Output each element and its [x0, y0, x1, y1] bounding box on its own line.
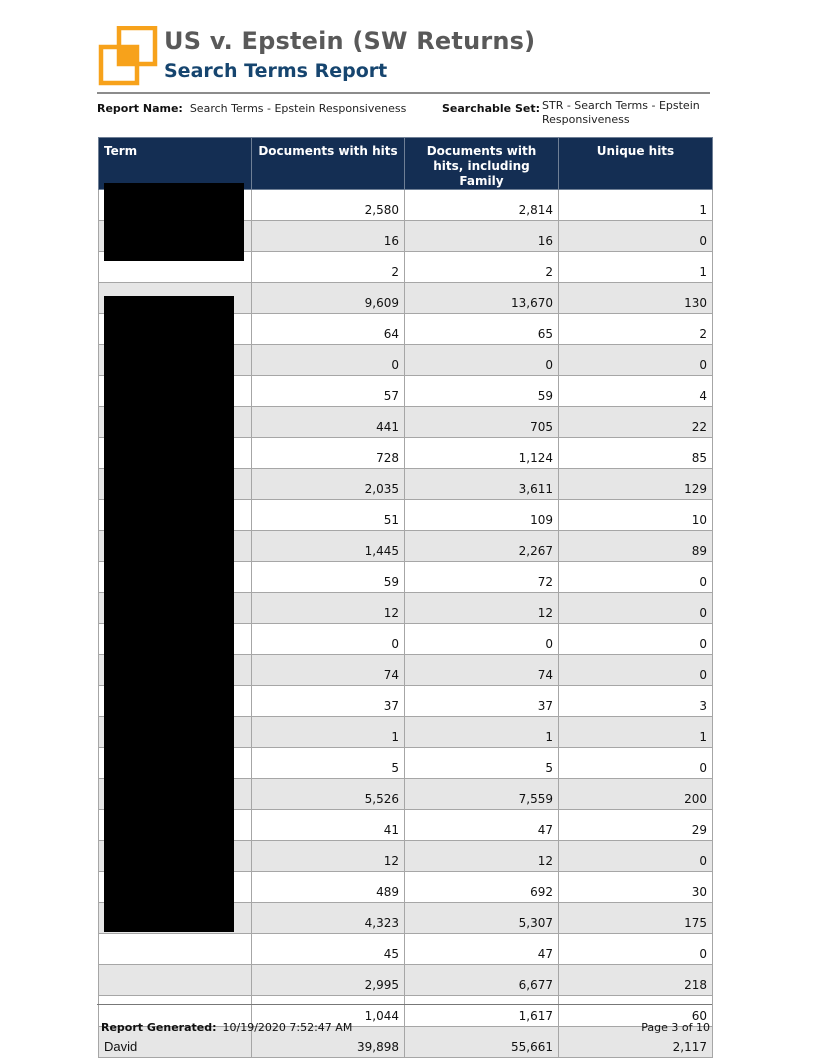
- page-number: Page 3 of 10: [641, 1021, 710, 1034]
- redaction-block: [104, 296, 234, 932]
- documents-with-hits-cell: 1,445: [252, 531, 405, 562]
- documents-including-family-cell: 1,617: [405, 996, 559, 1027]
- unique-hits-cell: 89: [559, 531, 713, 562]
- unique-hits-cell: 60: [559, 996, 713, 1027]
- unique-hits-cell: 85: [559, 438, 713, 469]
- documents-with-hits-cell: 59: [252, 562, 405, 593]
- term-cell: [99, 934, 252, 965]
- documents-including-family-cell: 0: [405, 624, 559, 655]
- header-divider: [97, 92, 710, 94]
- unique-hits-cell: 218: [559, 965, 713, 996]
- unique-hits-cell: 0: [559, 748, 713, 779]
- documents-including-family-cell: 74: [405, 655, 559, 686]
- documents-including-family-cell: 2: [405, 252, 559, 283]
- documents-including-family-cell: 12: [405, 841, 559, 872]
- searchable-set-value: STR - Search Terms - Epstein Responsiveness: [542, 99, 700, 126]
- table-row: [99, 965, 713, 996]
- documents-with-hits-cell: 2: [252, 252, 405, 283]
- unique-hits-cell: 1: [559, 252, 713, 283]
- unique-hits-cell: 129: [559, 469, 713, 500]
- documents-with-hits-cell: 37: [252, 686, 405, 717]
- unique-hits-cell: 0: [559, 624, 713, 655]
- documents-with-hits-cell: 39,898: [252, 1027, 405, 1058]
- unique-hits-cell: 0: [559, 655, 713, 686]
- documents-with-hits-cell: 45: [252, 934, 405, 965]
- documents-with-hits-cell: 1: [252, 717, 405, 748]
- unique-hits-cell: 0: [559, 562, 713, 593]
- column-header-unique-hits: Unique hits: [559, 138, 713, 190]
- documents-including-family-cell: 1,124: [405, 438, 559, 469]
- documents-including-family-cell: 12: [405, 593, 559, 624]
- documents-with-hits-cell: 74: [252, 655, 405, 686]
- report-title: US v. Epstein (SW Returns): [164, 27, 536, 55]
- documents-with-hits-cell: 2,995: [252, 965, 405, 996]
- documents-with-hits-cell: 489: [252, 872, 405, 903]
- unique-hits-cell: 200: [559, 779, 713, 810]
- unique-hits-cell: 130: [559, 283, 713, 314]
- documents-with-hits-cell: 9,609: [252, 283, 405, 314]
- documents-including-family-cell: 1: [405, 717, 559, 748]
- redaction-block: [104, 183, 244, 261]
- report-name: [97, 102, 406, 116]
- documents-including-family-cell: 5: [405, 748, 559, 779]
- report-generated-value: 10/19/2020 7:52:47 AM: [222, 1021, 353, 1034]
- unique-hits-cell: 0: [559, 841, 713, 872]
- documents-including-family-cell: 3,611: [405, 469, 559, 500]
- unique-hits-cell: 2: [559, 314, 713, 345]
- unique-hits-cell: 175: [559, 903, 713, 934]
- table-row: [99, 934, 713, 965]
- report-name-value: Search Terms - Epstein Responsiveness: [189, 102, 407, 115]
- unique-hits-cell: 0: [559, 593, 713, 624]
- orange-squares-logo-icon: [98, 26, 158, 86]
- documents-with-hits-cell: 2,035: [252, 469, 405, 500]
- documents-including-family-cell: 5,307: [405, 903, 559, 934]
- unique-hits-cell: 29: [559, 810, 713, 841]
- documents-including-family-cell: 692: [405, 872, 559, 903]
- unique-hits-cell: 22: [559, 407, 713, 438]
- documents-with-hits-cell: 57: [252, 376, 405, 407]
- documents-with-hits-cell: 1,044: [252, 996, 405, 1027]
- documents-with-hits-cell: 12: [252, 593, 405, 624]
- documents-including-family-cell: 37: [405, 686, 559, 717]
- documents-with-hits-cell: 64: [252, 314, 405, 345]
- column-header-term: Term: [99, 138, 252, 190]
- documents-including-family-cell: 13,670: [405, 283, 559, 314]
- unique-hits-cell: 30: [559, 872, 713, 903]
- documents-with-hits-cell: 51: [252, 500, 405, 531]
- searchable-set-label: Searchable Set:: [442, 102, 540, 115]
- unique-hits-cell: 10: [559, 500, 713, 531]
- report-name-label: Report Name:: [97, 102, 183, 115]
- term-cell: David: [99, 1027, 252, 1058]
- footer-divider: [97, 1004, 712, 1005]
- documents-including-family-cell: 47: [405, 934, 559, 965]
- documents-with-hits-cell: 12: [252, 841, 405, 872]
- column-header-documents-with-hits: Documents with hits: [252, 138, 405, 190]
- documents-with-hits-cell: 2,580: [252, 190, 405, 221]
- report-subtitle: Search Terms Report: [164, 60, 388, 82]
- documents-with-hits-cell: 728: [252, 438, 405, 469]
- unique-hits-cell: 0: [559, 221, 713, 252]
- documents-including-family-cell: 0: [405, 345, 559, 376]
- unique-hits-cell: 1: [559, 717, 713, 748]
- documents-with-hits-cell: 41: [252, 810, 405, 841]
- documents-with-hits-cell: 5: [252, 748, 405, 779]
- documents-including-family-cell: 109: [405, 500, 559, 531]
- documents-including-family-cell: 72: [405, 562, 559, 593]
- documents-with-hits-cell: 4,323: [252, 903, 405, 934]
- documents-including-family-cell: 2,814: [405, 190, 559, 221]
- unique-hits-cell: 3: [559, 686, 713, 717]
- report-generated-label: Report Generated:: [101, 1021, 217, 1034]
- documents-including-family-cell: 6,677: [405, 965, 559, 996]
- documents-including-family-cell: 16: [405, 221, 559, 252]
- documents-including-family-cell: 59: [405, 376, 559, 407]
- documents-including-family-cell: 55,661: [405, 1027, 559, 1058]
- documents-with-hits-cell: 5,526: [252, 779, 405, 810]
- unique-hits-cell: 0: [559, 934, 713, 965]
- term-cell: [99, 965, 252, 996]
- unique-hits-cell: 1: [559, 190, 713, 221]
- documents-including-family-cell: 705: [405, 407, 559, 438]
- unique-hits-cell: 4: [559, 376, 713, 407]
- documents-including-family-cell: 2,267: [405, 531, 559, 562]
- documents-with-hits-cell: 0: [252, 624, 405, 655]
- documents-including-family-cell: 65: [405, 314, 559, 345]
- unique-hits-cell: 2,117: [559, 1027, 713, 1058]
- documents-with-hits-cell: 16: [252, 221, 405, 252]
- documents-including-family-cell: 7,559: [405, 779, 559, 810]
- unique-hits-cell: 0: [559, 345, 713, 376]
- documents-with-hits-cell: 441: [252, 407, 405, 438]
- documents-including-family-cell: 47: [405, 810, 559, 841]
- documents-with-hits-cell: 0: [252, 345, 405, 376]
- table-header-row: [99, 138, 713, 190]
- column-header-documents-including-family: Documents with hits, including Family: [405, 138, 559, 190]
- report-generated: [101, 1021, 352, 1034]
